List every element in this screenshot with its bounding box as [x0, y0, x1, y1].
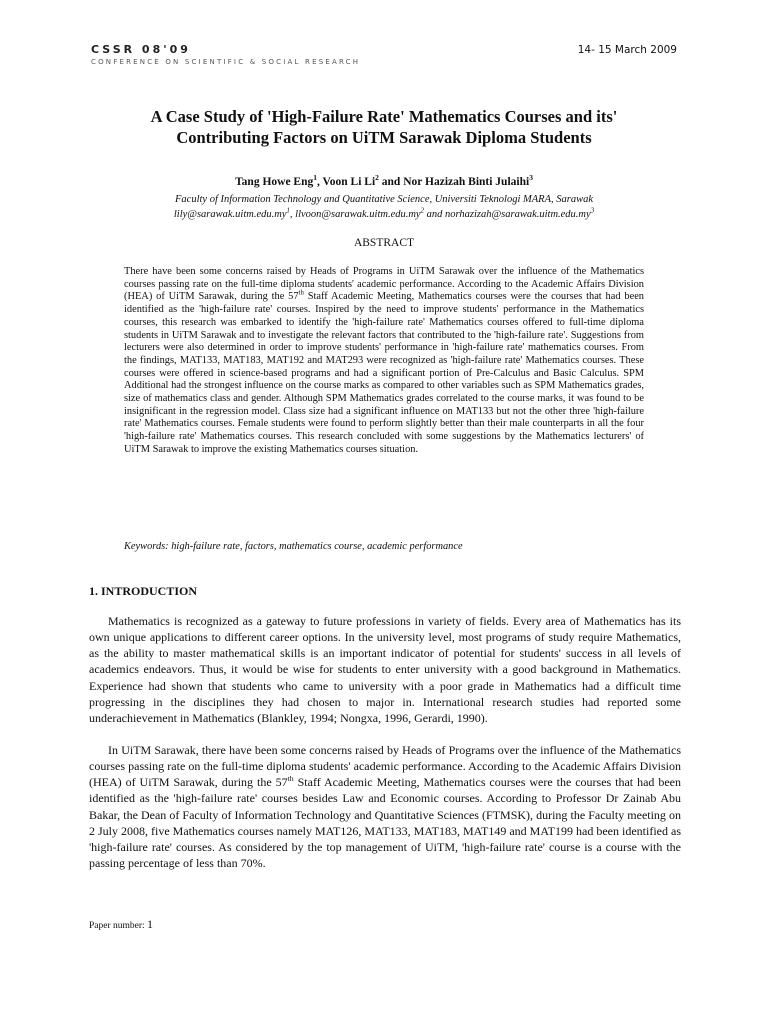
conference-date: 14- 15 March 2009 — [577, 44, 677, 56]
paper-title — [80, 106, 688, 148]
email-2-ref: 2 — [420, 207, 424, 215]
conference-name: CONFERENCE ON SCIENTIFIC & SOCIAL RESEARCH — [91, 58, 361, 66]
paper-number-label: Paper number: — [89, 921, 148, 931]
author-2-ref: 2 — [375, 173, 379, 183]
abstract-heading: ABSTRACT — [353, 237, 415, 249]
title-line-1: A Case Study of 'High-Failure Rate' Mathematics Courses and its' — [150, 107, 618, 126]
email-separator: , — [289, 209, 296, 220]
title-line-2: Contributing Factors on UiTM Sarawak Diploma Students — [176, 128, 592, 147]
email-2: llvoon@sarawak.uitm.edu.my — [295, 209, 421, 220]
affiliation: Faculty of Information Technology and Quantitative Science, Universiti Teknologi MARA, Sarawak — [175, 194, 593, 205]
paper-number-value: 1 — [147, 917, 154, 931]
affiliation-block — [80, 192, 688, 222]
author-2: Voon Li Li — [322, 176, 376, 188]
author-3-ref: 3 — [529, 173, 533, 183]
section-heading-introduction: 1. INTRODUCTION — [89, 584, 198, 598]
email-3-ref: 3 — [590, 207, 595, 215]
abstract-part-1: There have been some concerns raised by Heads of Programs in UiTM Sarawak over the influence of the Mathematics courses passing rate on the full-time diploma students' academic performance. According to the Academic Affairs Division (HEA) of UiTM Sarawak, during the 57 — [124, 266, 644, 303]
author-separator: and — [378, 176, 404, 188]
author-emails — [80, 207, 688, 222]
email-separator: and — [424, 209, 445, 220]
author-1: Tang Howe Eng — [235, 176, 314, 188]
email-1-ref: 1 — [286, 207, 290, 215]
author-3: Nor Hazizah Binti Julaihi — [403, 176, 530, 188]
author-1-ref: 1 — [313, 173, 317, 183]
email-3: norhazizah@sarawak.uitm.edu.my — [445, 209, 591, 220]
abstract-part-2: Staff Academic Meeting, Mathematics courses were the courses that had been identified as the 'high-failure rate' courses. Inspired by the need to improve students' performance in the Mathematics courses, this research was embarked to identify the 'high-failure rate' Mathematics courses offered to full-time diploma students in UiTM Sarawak and to investigate the relevant factors that contributed to the 'high-failure rate'. Suggestions from lecturers were also determined in order to improve students' performance in 'high-failure rate' mathematics courses. From the findings, MAT133, MAT183, MAT192 and MAT293 were recognized as 'high-failure rate' Mathematics courses. These courses were offered in science-based programs and had a significant portion of Pre-Calculus and Basic Calculus. SPM Additional had the strongest influence on the course marks as compared to other variables such as SPM Mathematics grades, size of mathematics class and gender. Although SPM Mathematics grades correlated to the course marks, it was found to be insignificant in the regression model. Class size had a significant influence on MAT133 but not the other three 'high-failure rate' Mathematics courses. Female students were found to perform slightly better than their male counterparts in all the four 'high-failure rate' Mathematics courses. This research concluded with some suggestions by the Mathematics lecturers' of UiTM Sarawak to improve the existing Mathematics courses situation. — [124, 291, 645, 455]
email-1: lily@sarawak.uitm.edu.my — [173, 209, 287, 220]
intro-p2-part-1: In UiTM Sarawak, there have been some concerns raised by Heads of Programs over the influence of the Mathematics courses passing rate on the full-time diploma students' academic performance. According to the Academic Affairs Division (HEA) of UiTM Sarawak, during the 57 — [89, 743, 681, 790]
author-list — [80, 173, 688, 188]
ordinal-suffix: th — [298, 289, 304, 297]
conference-code: CSSR 08'09 — [91, 43, 191, 56]
abstract-text — [124, 266, 644, 457]
intro-p2-part-2: Staff Academic Meeting, Mathematics courses were the courses that had been identified as the 'high-failure rate' courses besides Law and Economic courses. According to Professor Dr Zainab Abu Bakar, the Dean of Faculty of Information Technology and Quantitative Sciences (FTMSK), during the Faculty meeting on 2 July 2008, five Mathematics courses namely MAT126, MAT133, MAT183, MAT149 and MAT199 had been identified as 'high-failure rate' courses. As considered by the top management of UiTM, 'high-failure rate' course is a course with the passing percentage of less than 70%. — [89, 775, 681, 871]
ordinal-suffix: th — [287, 774, 294, 784]
intro-paragraph-2 — [89, 742, 681, 871]
author-separator: , — [316, 176, 323, 188]
intro-paragraph-1: Mathematics is recognized as a gateway to future professions in variety of fields. Every area of Mathematics has its own unique applications to different career options. In the university level, most programs of study require Mathematics, as the ability to master mathematical skills is an important indicator of potential for students' success in all levels of academics endeavors. Thus, it would be wise for students to enter university with a good background in Mathematics. Experience had shown that students who came to university with a poor grade in Mathematics had a difficult time progressing in the disciplines they had chosen to major in. International research studies had reported some underachievement in Mathematics (Blankley, 1994; Nongxa, 1996, Gerardi, 1990). — [89, 614, 681, 725]
keywords: Keywords: high-failure rate, factors, mathematics course, academic performance — [124, 541, 463, 552]
paper-number — [89, 917, 153, 932]
